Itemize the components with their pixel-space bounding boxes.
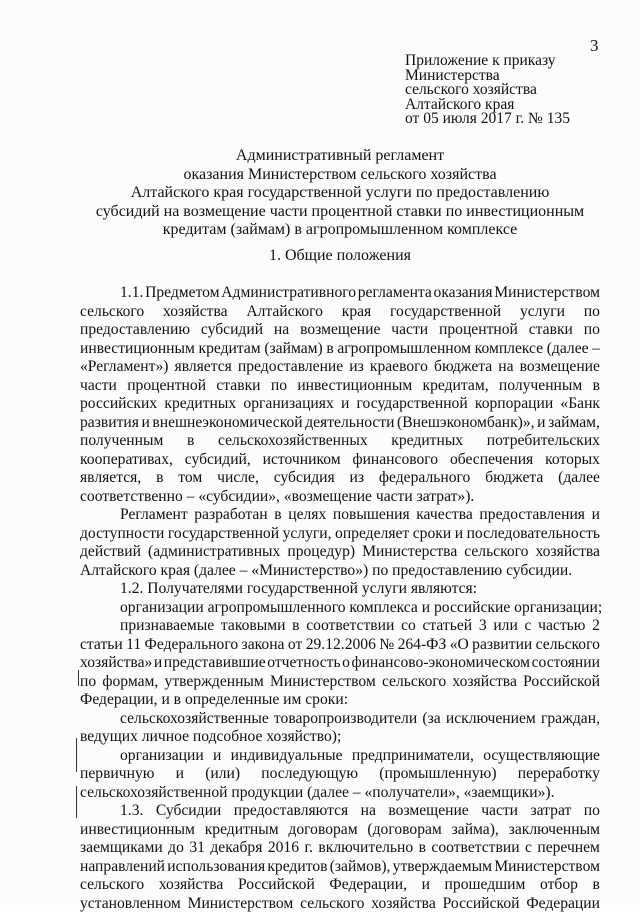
body-line: Регламент разработан в целях повышения качества предоставления и	[80, 506, 600, 525]
body-line: является, в том числе, субсидия из федерального бюджета (далее	[80, 469, 600, 488]
scan-margin-mark	[76, 738, 77, 772]
scan-margin-mark	[78, 670, 79, 686]
body-line: полученным в сельскохозяйственных кредитных потребительских	[80, 432, 600, 451]
body-line: развития и внешнеэкономической деятельности (Внешэкономбанк)», и займам,	[80, 414, 600, 433]
title-line: оказания Министерством сельского хозяйства	[80, 166, 600, 185]
scan-margin-mark	[76, 786, 77, 818]
body-line: 1.3. Субсидии предоставляются на возмещение части затрат по	[80, 802, 600, 821]
body-line: ведущих личное подсобное хозяйство);	[80, 728, 600, 747]
body-line: по формам, утвержденным Министерством сельского хозяйства Российской	[80, 673, 600, 692]
body-line: инвестиционным кредитам (займам) в агропромышленном комплексе (далее –	[80, 340, 600, 359]
body-line: действий (административных процедур) Министерства сельского хозяйства	[80, 543, 600, 562]
title-line: Административный регламент	[80, 147, 600, 166]
appendix-line: Алтайского края	[405, 98, 625, 113]
body-line: предоставлению субсидий на возмещение части процентной ставки по	[80, 321, 600, 340]
body-line: признаваемые таковыми в соответствии со статьей 3 или с частью 2	[80, 617, 600, 636]
body-line: 1.1. Предметом Административного регламента оказания Министерством	[80, 284, 600, 303]
body-line: первичную и (или) последующую (промышленную) переработку	[80, 765, 600, 784]
body-line: сельскохозяйственные товаропроизводители (за исключением граждан,	[80, 710, 600, 729]
body-line: «Регламент») является предоставление из краевого бюджета на возмещение	[80, 358, 600, 377]
body-text	[80, 284, 600, 913]
section-heading: 1. Общие положения	[80, 247, 600, 265]
body-line: части процентной ставки по инвестиционным кредитам, полученным в	[80, 377, 600, 396]
appendix-line: Министерства	[405, 69, 625, 84]
body-line: организации агропромышленного комплекса и российские организации;	[80, 599, 600, 618]
title-line: субсидий на возмещение части процентной ставки по инвестиционным	[80, 203, 600, 222]
body-line: сельскохозяйственной продукции (далее – «получатели», «заемщики»).	[80, 784, 600, 803]
body-line: 1.2. Получателями государственной услуги являются:	[80, 580, 600, 599]
appendix-line: от 05 июля 2017 г. № 135	[405, 112, 625, 127]
appendix-line: Приложение к приказу	[405, 54, 625, 69]
document-title	[80, 147, 600, 240]
body-line: инвестиционным кредитным договорам (договорам займа), заключенным	[80, 821, 600, 840]
body-line: хозяйства» и представившие отчетность о финансово-экономическом состоянии	[80, 654, 600, 673]
body-line: организации и индивидуальные предприниматели, осуществляющие	[80, 747, 600, 766]
appendix-block	[405, 54, 625, 127]
appendix-line: сельского хозяйства	[405, 83, 625, 98]
page-number: 3	[590, 37, 599, 55]
body-line: сельского хозяйства Российской Федерации, и прошедшим отбор в	[80, 876, 600, 895]
body-line: статьи 11 Федерального закона от 29.12.2006 № 264-ФЗ «О развитии сельского	[80, 636, 600, 655]
body-line: соответственно – «субсидии», «возмещение части затрат»).	[80, 488, 600, 507]
body-line: заемщиками до 31 декабря 2016 г. включительно в соответствии с перечнем	[80, 839, 600, 858]
body-line: установленном Министерством сельского хозяйства Российской Федерации	[80, 895, 600, 913]
body-line: Федерации, и в определенные им сроки:	[80, 691, 600, 710]
body-line: сельского хозяйства Алтайского края государственной услуги по	[80, 303, 600, 322]
body-line: направлений использования кредитов (займов), утверждаемым Министерством	[80, 858, 600, 877]
body-line: Алтайского края (далее – «Министерство») по предоставлению субсидии.	[80, 562, 600, 581]
title-line: кредитам (займам) в агропромышленном комплексе	[80, 221, 600, 240]
title-line: Алтайского края государственной услуги по предоставлению	[80, 184, 600, 203]
body-line: российских кредитных организациях и государственной корпорации «Банк	[80, 395, 600, 414]
body-line: кооперативах, субсидий, источником финансового обеспечения которых	[80, 451, 600, 470]
body-line: доступности государственной услуги, определяет сроки и последовательность	[80, 525, 600, 544]
